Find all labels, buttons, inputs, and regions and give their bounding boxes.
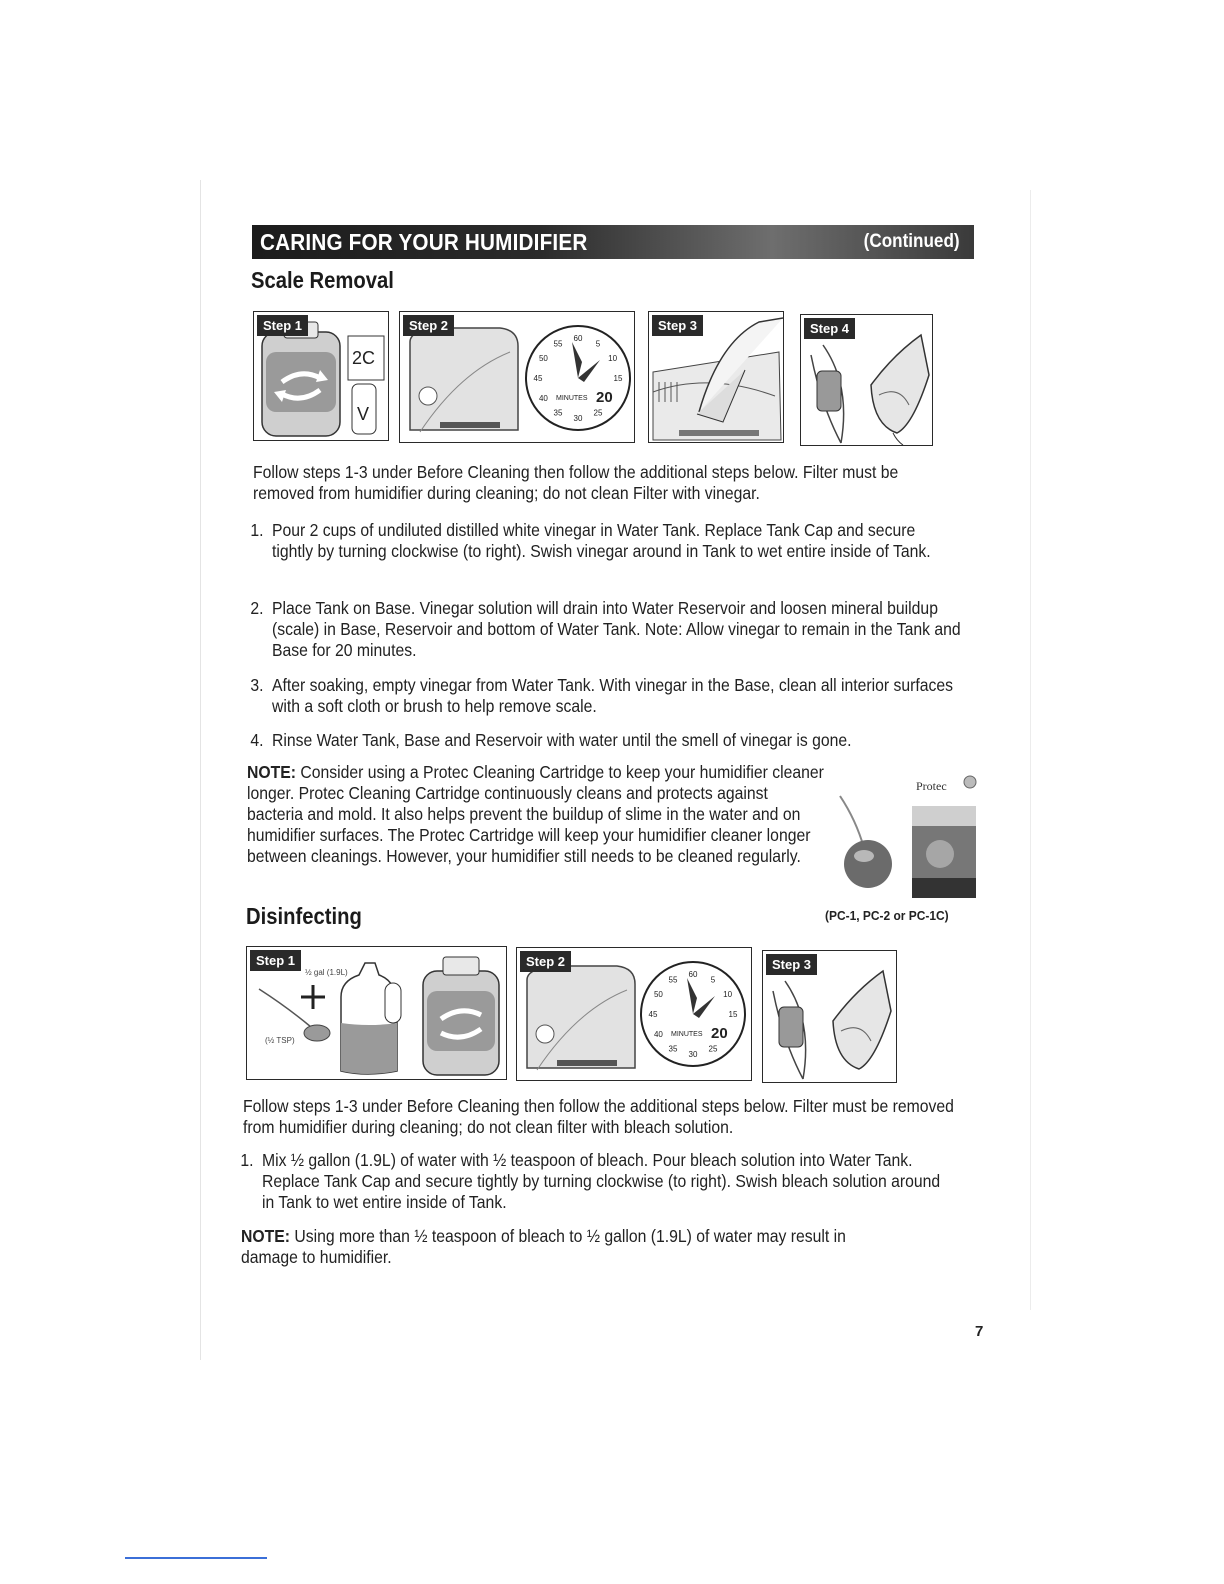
item-text: Mix ½ gallon (1.9L) of water with ½ teaspoon of bleach. Pour bleach solution into Water Tank. Replace Tank Cap and secure tightly by turning clockwise (to right). Swish bleach solution around in Tank to wet entire inside of Tank. [262, 1150, 941, 1212]
disinfecting-intro: Follow steps 1-3 under Before Cleaning then follow the additional steps below. Filter must be removed from humidifier during cleaning; do not clean filter with bleach solution. [243, 1096, 954, 1137]
protec-note [247, 762, 828, 867]
section-header-title: CARING FOR YOUR HUMIDIFIER [260, 228, 588, 255]
scan-edge [200, 180, 201, 1360]
item-number: 4. [250, 730, 264, 750]
clock-number: 30 [573, 414, 583, 423]
disinfect-step-2-illustration [516, 947, 752, 1081]
clock-number: 40 [653, 1030, 663, 1039]
clock-number: 55 [668, 975, 678, 985]
clock-number: 35 [553, 408, 563, 418]
water-amount-label: ½ gal (1.9L) [305, 968, 348, 977]
step-label: Step 2 [520, 951, 571, 972]
section-header-bar [252, 225, 974, 259]
item-text: Pour 2 cups of undiluted distilled white vinegar in Water Tank. Replace Tank Cap and secure tightly by turning clockwise (to right). Swish vinegar around in Tank to wet entire inside of Tank. [272, 520, 931, 561]
protec-cartridge-image [836, 770, 980, 900]
note-label: NOTE: [241, 1226, 291, 1246]
clock-number: 30 [688, 1050, 698, 1059]
timer-value: 20 [596, 389, 613, 406]
clock-number: 40 [538, 394, 548, 403]
clock-number: 15 [728, 1010, 738, 1019]
step-label: Step 3 [766, 954, 817, 975]
step-label: Step 1 [257, 315, 308, 336]
clock-number: 60 [688, 970, 698, 979]
clock-number: 35 [668, 1044, 678, 1054]
clock-number: 10 [608, 354, 618, 363]
clock-number: 50 [538, 354, 548, 363]
bleach-amount-label: (½ TSP) [265, 1036, 295, 1045]
timer-label: MINUTES [556, 395, 588, 402]
section-header-continued: (Continued) [864, 231, 960, 252]
timer-label: MINUTES [671, 1031, 703, 1038]
disinfect-step-1-illustration [246, 946, 507, 1080]
item-text: After soaking, empty vinegar from Water Tank. With vinegar in the Base, clean all interior surfaces with a soft cloth or brush to help remove scale. [272, 675, 954, 716]
note-text: Using more than ½ teaspoon of bleach to ½ gallon (1.9L) of water may result in damage to humidifier. [241, 1226, 846, 1267]
scale-step-item [250, 520, 944, 562]
disinfect-step-3-illustration [762, 950, 897, 1083]
scan-edge [1030, 190, 1031, 1310]
item-text: Rinse Water Tank, Base and Reservoir with water until the smell of vinegar is gone. [272, 730, 852, 750]
scale-step-4-illustration [800, 314, 933, 446]
vinegar-label: V [357, 404, 370, 424]
clock-number: 25 [593, 408, 603, 418]
scale-step-2-illustration [399, 311, 635, 443]
clock-number: 5 [595, 339, 601, 349]
clock-number: 15 [613, 374, 623, 383]
disinfecting-title: Disinfecting [246, 903, 362, 929]
item-text: Place Tank on Base. Vinegar solution will drain into Water Reservoir and loosen mineral buildup (scale) in Base, Reservoir and bottom of Water Tank. Note: Allow vinegar to remain in the Tank and Base for 20 minutes. [272, 598, 961, 660]
item-number: 2. [250, 598, 264, 618]
item-number: 3. [250, 675, 264, 695]
clock-number: 45 [648, 1010, 658, 1019]
disinfect-step-item [240, 1150, 946, 1213]
scale-step-1-illustration [253, 311, 389, 441]
scale-step-item [250, 598, 970, 661]
scale-removal-intro: Follow steps 1-3 under Before Cleaning then follow the additional steps below. Filter must be removed from humidifier during cleaning; do not clean Filter with vinegar. [253, 462, 899, 503]
clock-number: 5 [710, 975, 716, 985]
clock-number: 60 [573, 334, 583, 343]
step-label: Step 4 [804, 318, 855, 339]
step-label: Step 3 [652, 315, 703, 336]
step-label: Step 1 [250, 950, 301, 971]
clock-number: 25 [708, 1044, 718, 1054]
item-number: 1. [240, 1150, 254, 1170]
cup-label: 2C [352, 348, 376, 368]
clock-number: 10 [723, 990, 733, 999]
page-number: 7 [975, 1323, 984, 1340]
scan-artifact-line [125, 1557, 267, 1559]
scale-step-item [250, 675, 961, 717]
scale-step-3-illustration [648, 311, 784, 443]
note-text: Consider using a Protec Cleaning Cartridge to keep your humidifier cleaner longer. Protec Cleaning Cartridge continuously cleans and protects against bacteria and mold. It also helps prevent the buildup of slime in the water and on humidifier surfaces. The Protec Cartridge will keep your humidifier cleaner longer between cleanings. However, your humidifier still needs to be cleaned regularly. [247, 762, 824, 866]
scale-step-item [250, 730, 956, 751]
clock-number: 55 [553, 339, 563, 349]
clock-number: 50 [653, 990, 663, 999]
item-number: 1. [250, 520, 264, 540]
timer-value: 20 [711, 1025, 728, 1042]
scale-removal-title: Scale Removal [251, 267, 394, 293]
clock-number: 45 [533, 374, 543, 383]
note-label: NOTE: [247, 762, 297, 782]
protec-model-caption: (PC-1, PC-2 or PC-1C) [825, 908, 949, 923]
step-label: Step 2 [403, 315, 454, 336]
bleach-note [241, 1226, 907, 1268]
protec-brand-label: Protec [916, 779, 947, 793]
